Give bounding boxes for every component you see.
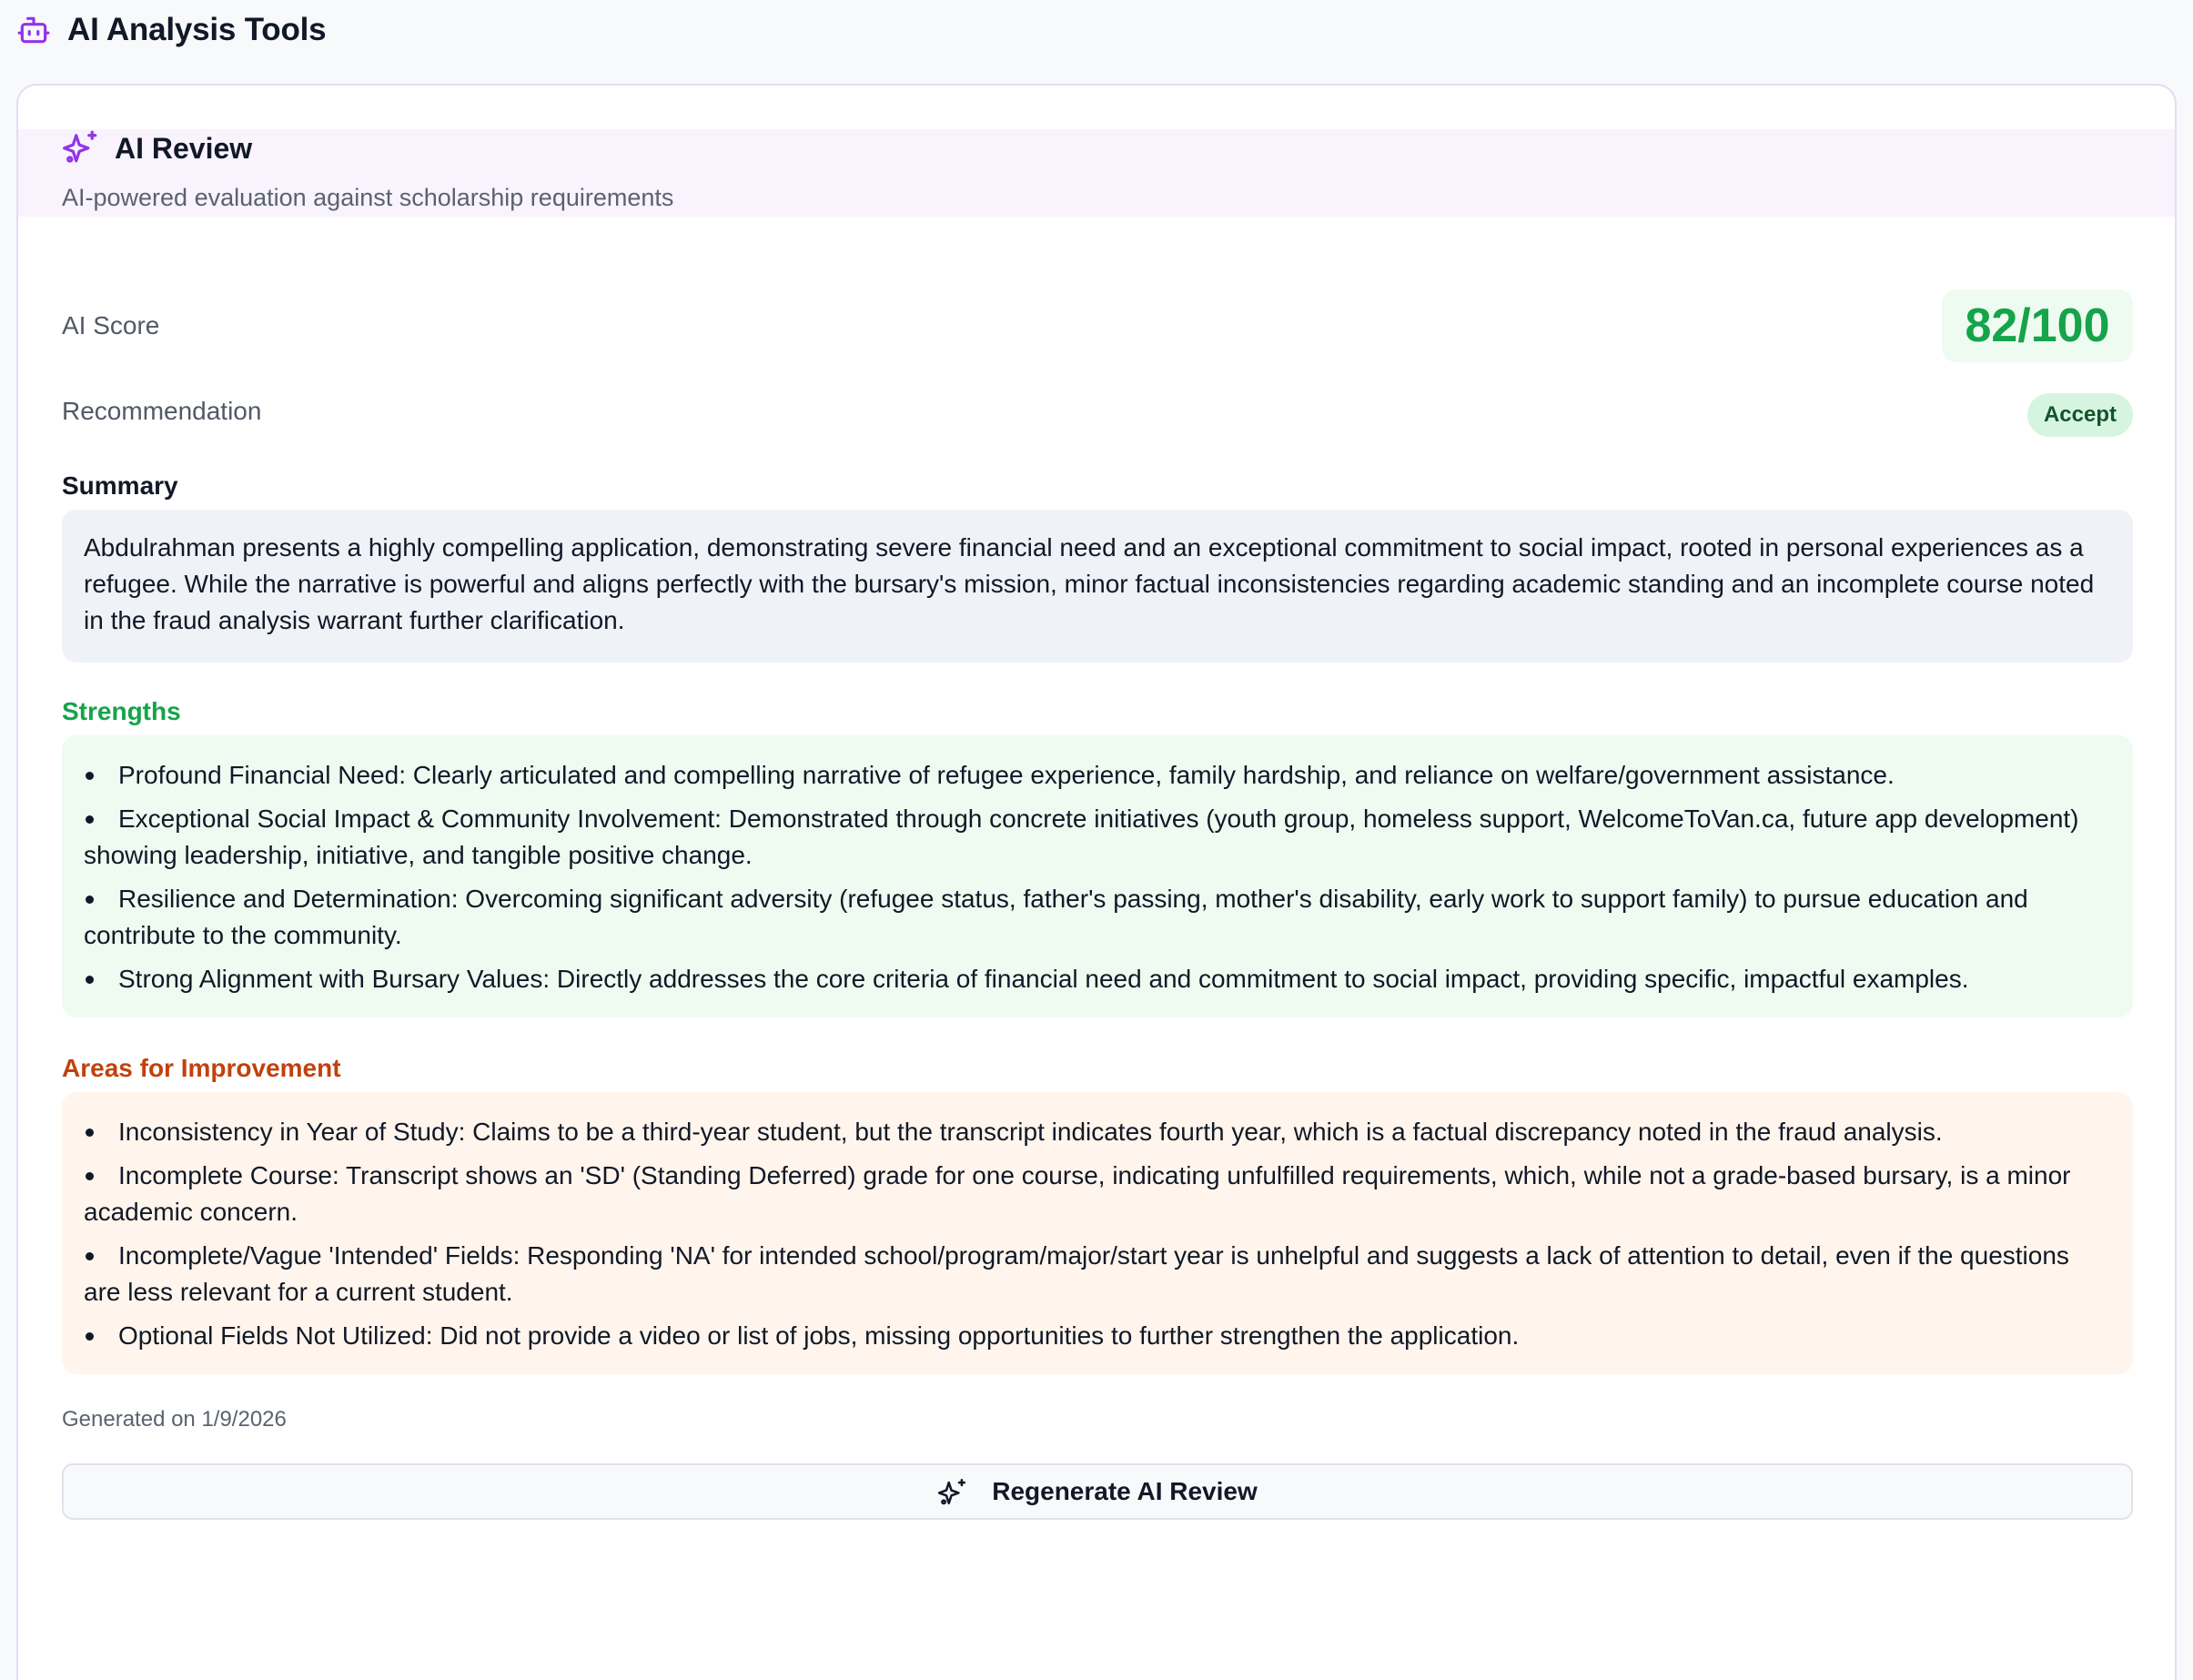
improvements-list [62, 1092, 2133, 1374]
strength-item: Exceptional Social Impact & Community Involvement: Demonstrated through concrete initiatives (youth group, homeless support, WelcomeToVan.ca, future app development) showing leadership, initiative, and tangible positive change. [84, 801, 2111, 874]
card-subtitle: AI-powered evaluation against scholarship requirements [62, 184, 674, 211]
strength-item: Resilience and Determination: Overcoming significant adversity (refugee status, father's passing, mother's disability, early work to support family) to pursue education and contribute to the community. [84, 881, 2111, 954]
card-title-row [62, 127, 252, 170]
bot-icon [16, 13, 51, 47]
app-title: AI Analysis Tools [67, 12, 327, 47]
app-header [16, 7, 326, 53]
ai-review-card [16, 84, 2177, 1680]
improvements-heading: Areas for Improvement [62, 1054, 341, 1082]
improvement-item: Incomplete/Vague 'Intended' Fields: Responding 'NA' for intended school/program/major/start year is unhelpful and suggests a lack of attention to detail, even if the questions are less relevant for a current student. [84, 1238, 2111, 1311]
strength-item: Profound Financial Need: Clearly articulated and compelling narrative of refugee experience, family hardship, and reliance on welfare/government assistance. [84, 757, 2111, 794]
ai-score-value: 82/100 [1942, 289, 2133, 362]
regenerate-label: Regenerate AI Review [992, 1477, 1258, 1505]
ai-score-label: AI Score [62, 311, 160, 339]
strength-item: Strong Alignment with Bursary Values: Directly addresses the core criteria of financial need and commitment to social impact, providing specific, impactful examples. [84, 961, 2111, 997]
improvement-item: Inconsistency in Year of Study: Claims to be a third-year student, but the transcript indicates fourth year, which is a factual discrepancy noted in the fraud analysis. [84, 1114, 2111, 1150]
improvement-item: Incomplete Course: Transcript shows an 'SD' (Standing Deferred) grade for one course, indicating unfulfilled requirements, which, while not a grade-based bursary, is a minor academic concern. [84, 1158, 2111, 1230]
summary-heading: Summary [62, 471, 178, 500]
regenerate-ai-review-button[interactable] [62, 1463, 2133, 1520]
sparkles-icon [62, 127, 100, 170]
improvement-item: Optional Fields Not Utilized: Did not provide a video or list of jobs, missing opportunities to further strengthen the application. [84, 1318, 2111, 1354]
recommendation-label: Recommendation [62, 397, 262, 425]
generated-timestamp: Generated on 1/9/2026 [62, 1407, 287, 1432]
recommendation-badge: Accept [2027, 393, 2133, 437]
sparkles-icon [937, 1476, 968, 1507]
strengths-heading: Strengths [62, 697, 181, 725]
card-title: AI Review [115, 132, 253, 165]
strengths-list [62, 735, 2133, 1017]
summary-text: Abdulrahman presents a highly compelling application, demonstrating severe financial need and an exceptional commitment to social impact, rooted in personal experiences as a refugee. While the narrative is powerful and aligns perfectly with the bursary's mission, minor factual inconsistencies regarding academic standing and an incomplete course noted in the fraud analysis warrant further clarification. [62, 510, 2133, 663]
